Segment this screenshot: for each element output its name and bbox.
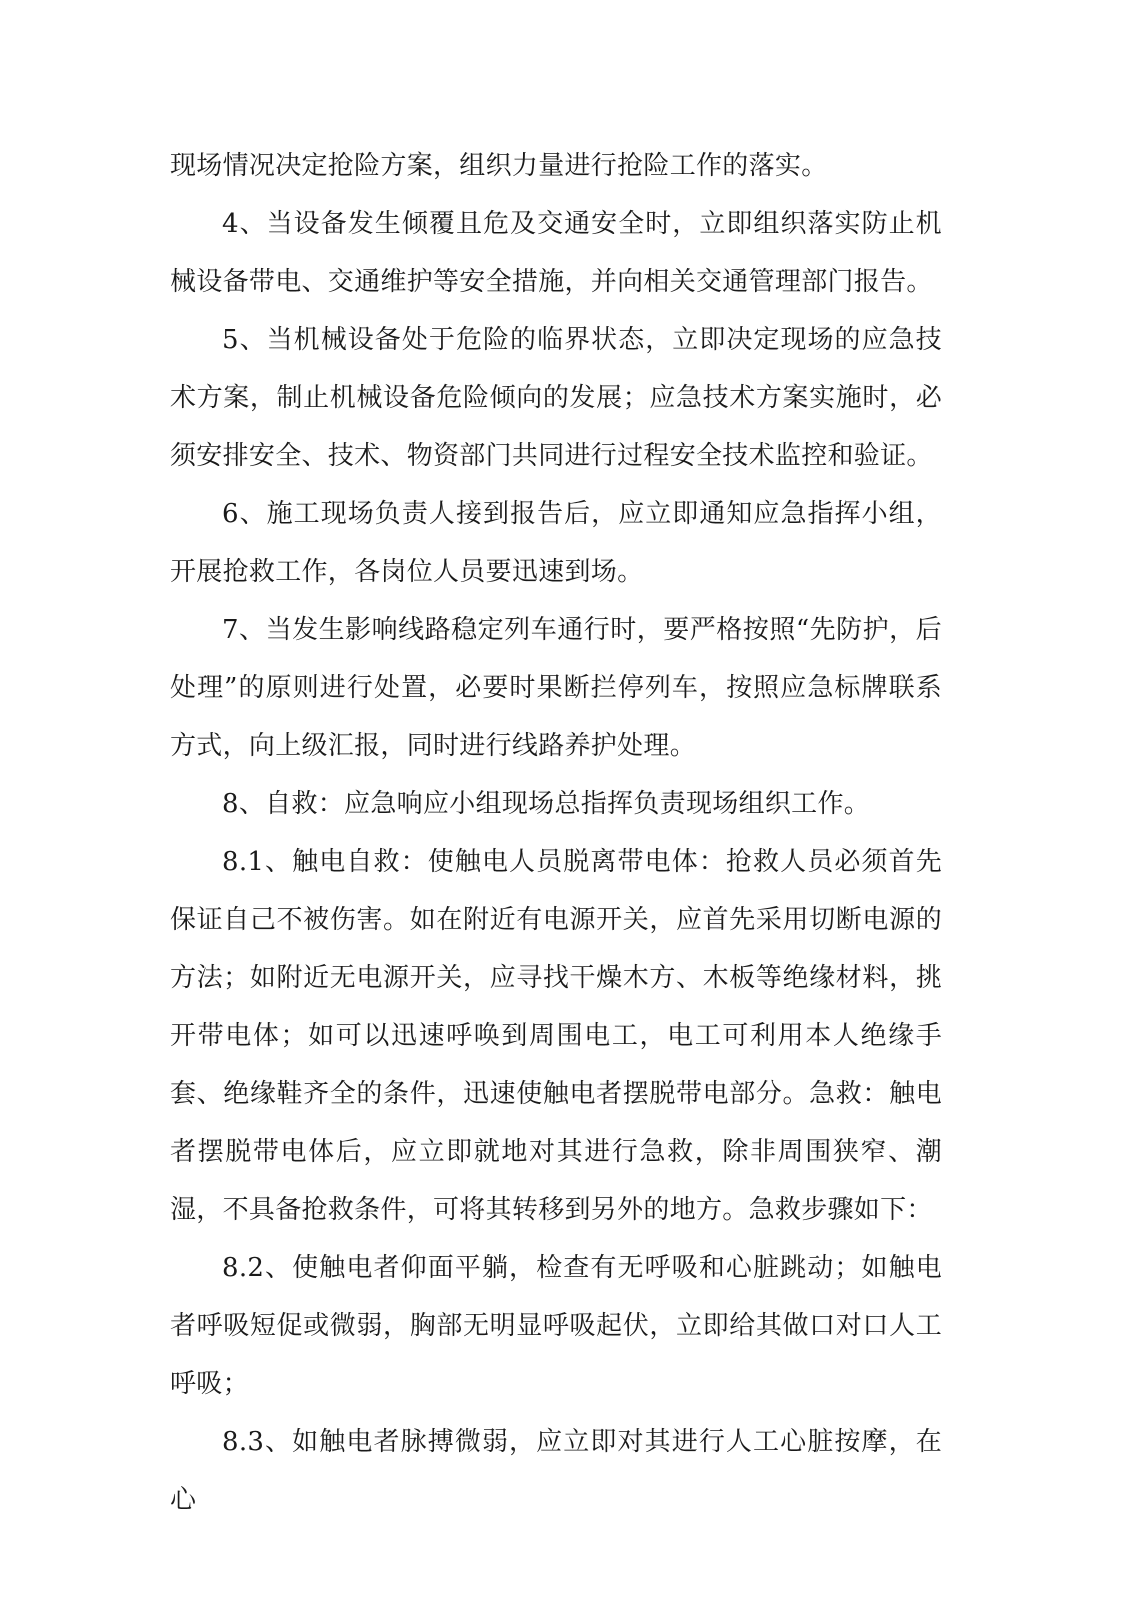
paragraph-item-5: 5、当机械设备处于危险的临界状态，立即决定现场的应急技术方案，制止机械设备危险倾向的发展；应急技术方案实施时，必须安排安全、技术、物资部门共同进行过程安全技术监控和验证。 xyxy=(170,325,942,471)
paragraph-item-8-2: 8.2、使触电者仰面平躺，检查有无呼吸和心脏跳动；如触电者呼吸短促或微弱，胸部无明显呼吸起伏，立即给其做口对口人工呼吸； xyxy=(170,1253,942,1399)
document-body xyxy=(170,137,942,1529)
paragraph-item-8-1: 8.1、触电自救：使触电人员脱离带电体：抢救人员必须首先保证自己不被伤害。如在附近有电源开关，应首先采用切断电源的方法；如附近无电源开关，应寻找干燥木方、木板等绝缘材料，挑开带电体；如可以迅速呼唤到周围电工，电工可利用本人绝缘手套、绝缘鞋齐全的条件，迅速使触电者摆脱带电部分。急救：触电者摆脱带电体后，应立即就地对其进行急救，除非周围狭窄、潮湿，不具备抢救条件，可将其转移到另外的地方。急救步骤如下： xyxy=(170,847,942,1225)
paragraph-item-6: 6、施工现场负责人接到报告后，应立即通知应急指挥小组，开展抢救工作，各岗位人员要迅速到场。 xyxy=(170,499,942,587)
paragraph-item-4: 4、当设备发生倾覆且危及交通安全时，立即组织落实防止机械设备带电、交通维护等安全措施，并向相关交通管理部门报告。 xyxy=(170,209,942,297)
paragraph-item-7: 7、当发生影响线路稳定列车通行时，要严格按照“先防护，后处理”的原则进行处置，必要时果断拦停列车，按照应急标牌联系方式，向上级汇报，同时进行线路养护处理。 xyxy=(170,615,942,761)
paragraph-continuation: 现场情况决定抢险方案，组织力量进行抢险工作的落实。 xyxy=(170,151,828,181)
paragraph-item-8: 8、自救：应急响应小组现场总指挥负责现场组织工作。 xyxy=(222,789,871,819)
paragraph-item-8-3: 8.3、如触电者脉搏微弱，应立即对其进行人工心脏按摩，在心 xyxy=(170,1427,942,1515)
